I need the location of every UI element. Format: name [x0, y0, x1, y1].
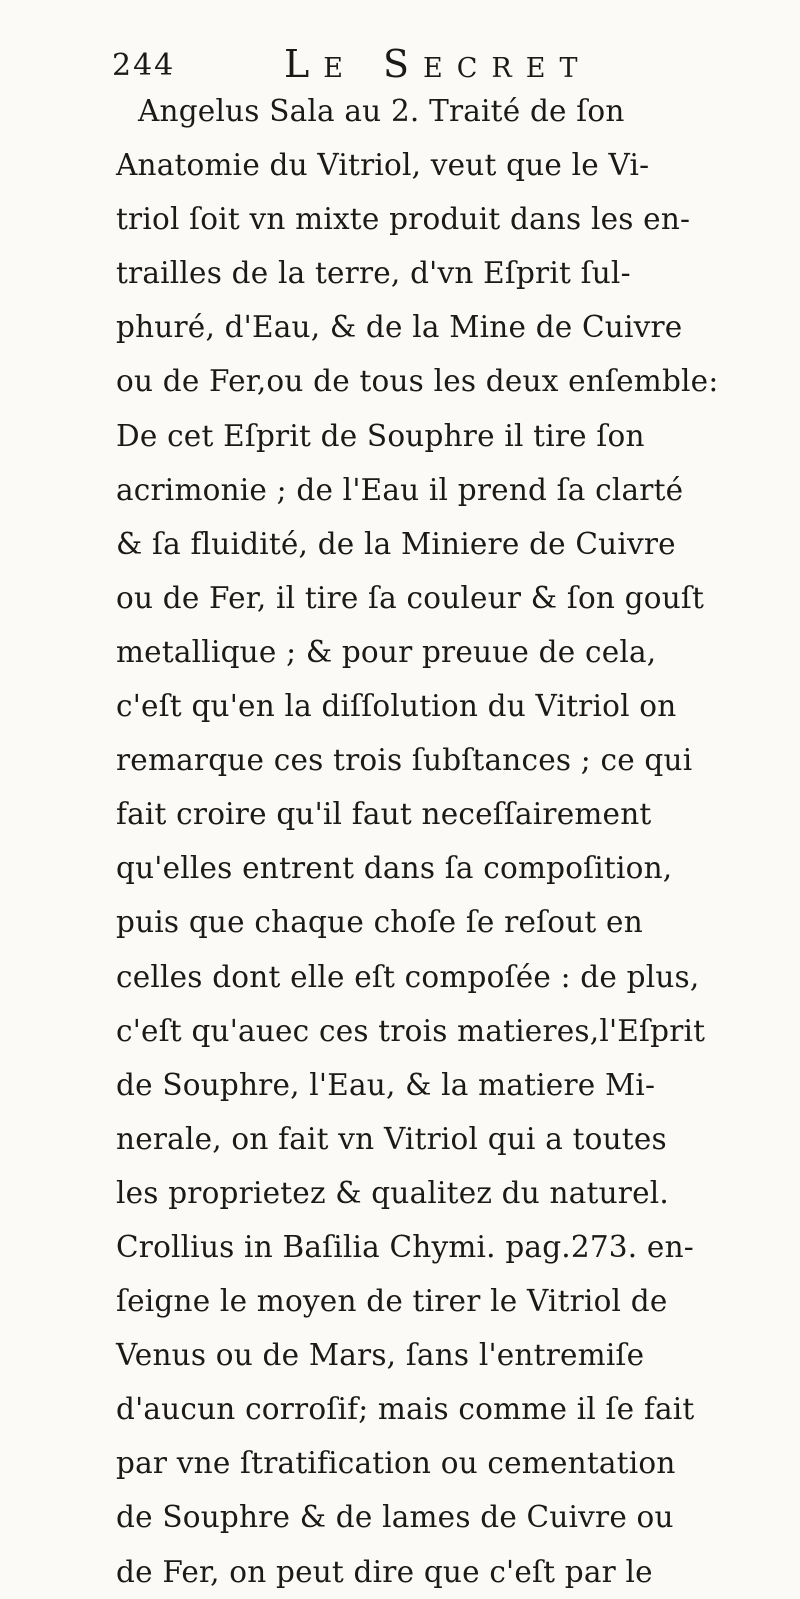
text-line: c'eſt qu'auec ces trois matieres,l'Eſprit: [116, 1013, 706, 1048]
text-line: metallique ; & pour preuue de cela,: [116, 634, 657, 669]
text-line: nerale, on fait vn Vitriol qui a toutes: [116, 1121, 667, 1156]
text-line: ou de Fer,ou de tous les deux enſemble:: [116, 364, 719, 399]
text-line: de Souphre & de lames de Cuivre ou: [116, 1500, 674, 1535]
text-line: trailles de la terre, d'vn Eſprit ſul-: [116, 256, 631, 291]
text-line: De cet Eſprit de Souphre il tire ſon: [116, 418, 645, 453]
text-line: remarque ces trois ſubſtances ; ce qui: [116, 743, 693, 778]
text-line: par vne ſtratification ou cementation: [116, 1446, 676, 1481]
text-line: c'eſt qu'en la diſſolution du Vitriol on: [116, 689, 677, 724]
text-line: de Souphre, l'Eau, & la matiere Mi-: [116, 1067, 656, 1102]
page-number: 244: [112, 48, 176, 83]
text-line: Venus ou de Mars, ſans l'entremiſe: [116, 1338, 645, 1373]
text-line: les proprietez & qualitez du naturel.: [116, 1175, 669, 1210]
text-line: triol ſoit vn mixte produit dans les en-: [116, 202, 691, 237]
text-line: ſeigne le moyen de tirer le Vitriol de: [116, 1284, 668, 1319]
text-line: Crollius in Baſilia Chymi. pag.273. en-: [116, 1229, 694, 1264]
body-text: [116, 84, 800, 1599]
text-line: acrimonie ; de l'Eau il prend ſa clarté: [116, 472, 684, 507]
text-line: celles dont elle eſt compoſée : de plus,: [116, 959, 700, 994]
text-line: Anatomie du Vitriol, veut que le Vi-: [116, 148, 650, 183]
running-title: Le Secret: [284, 42, 592, 86]
text-line: Angelus Sala au 2. Traité de ſon: [138, 94, 625, 128]
text-line: de Fer, on peut dire que c'eſt par le: [116, 1554, 653, 1589]
text-line: & ſa fluidité, de la Miniere de Cuivre: [116, 526, 676, 561]
text-line: ou de Fer, il tire ſa couleur & ſon gouſt: [116, 580, 705, 615]
text-line: d'aucun corroſif; mais comme il ſe fait: [116, 1392, 695, 1427]
text-line: fait croire qu'il faut neceſſairement: [116, 797, 652, 832]
text-line: qu'elles entrent dans ſa compoſition,: [116, 851, 673, 886]
text-line: puis que chaque choſe ſe reſout en: [116, 905, 643, 940]
text-line: phuré, d'Eau, & de la Mine de Cuivre: [116, 310, 683, 345]
